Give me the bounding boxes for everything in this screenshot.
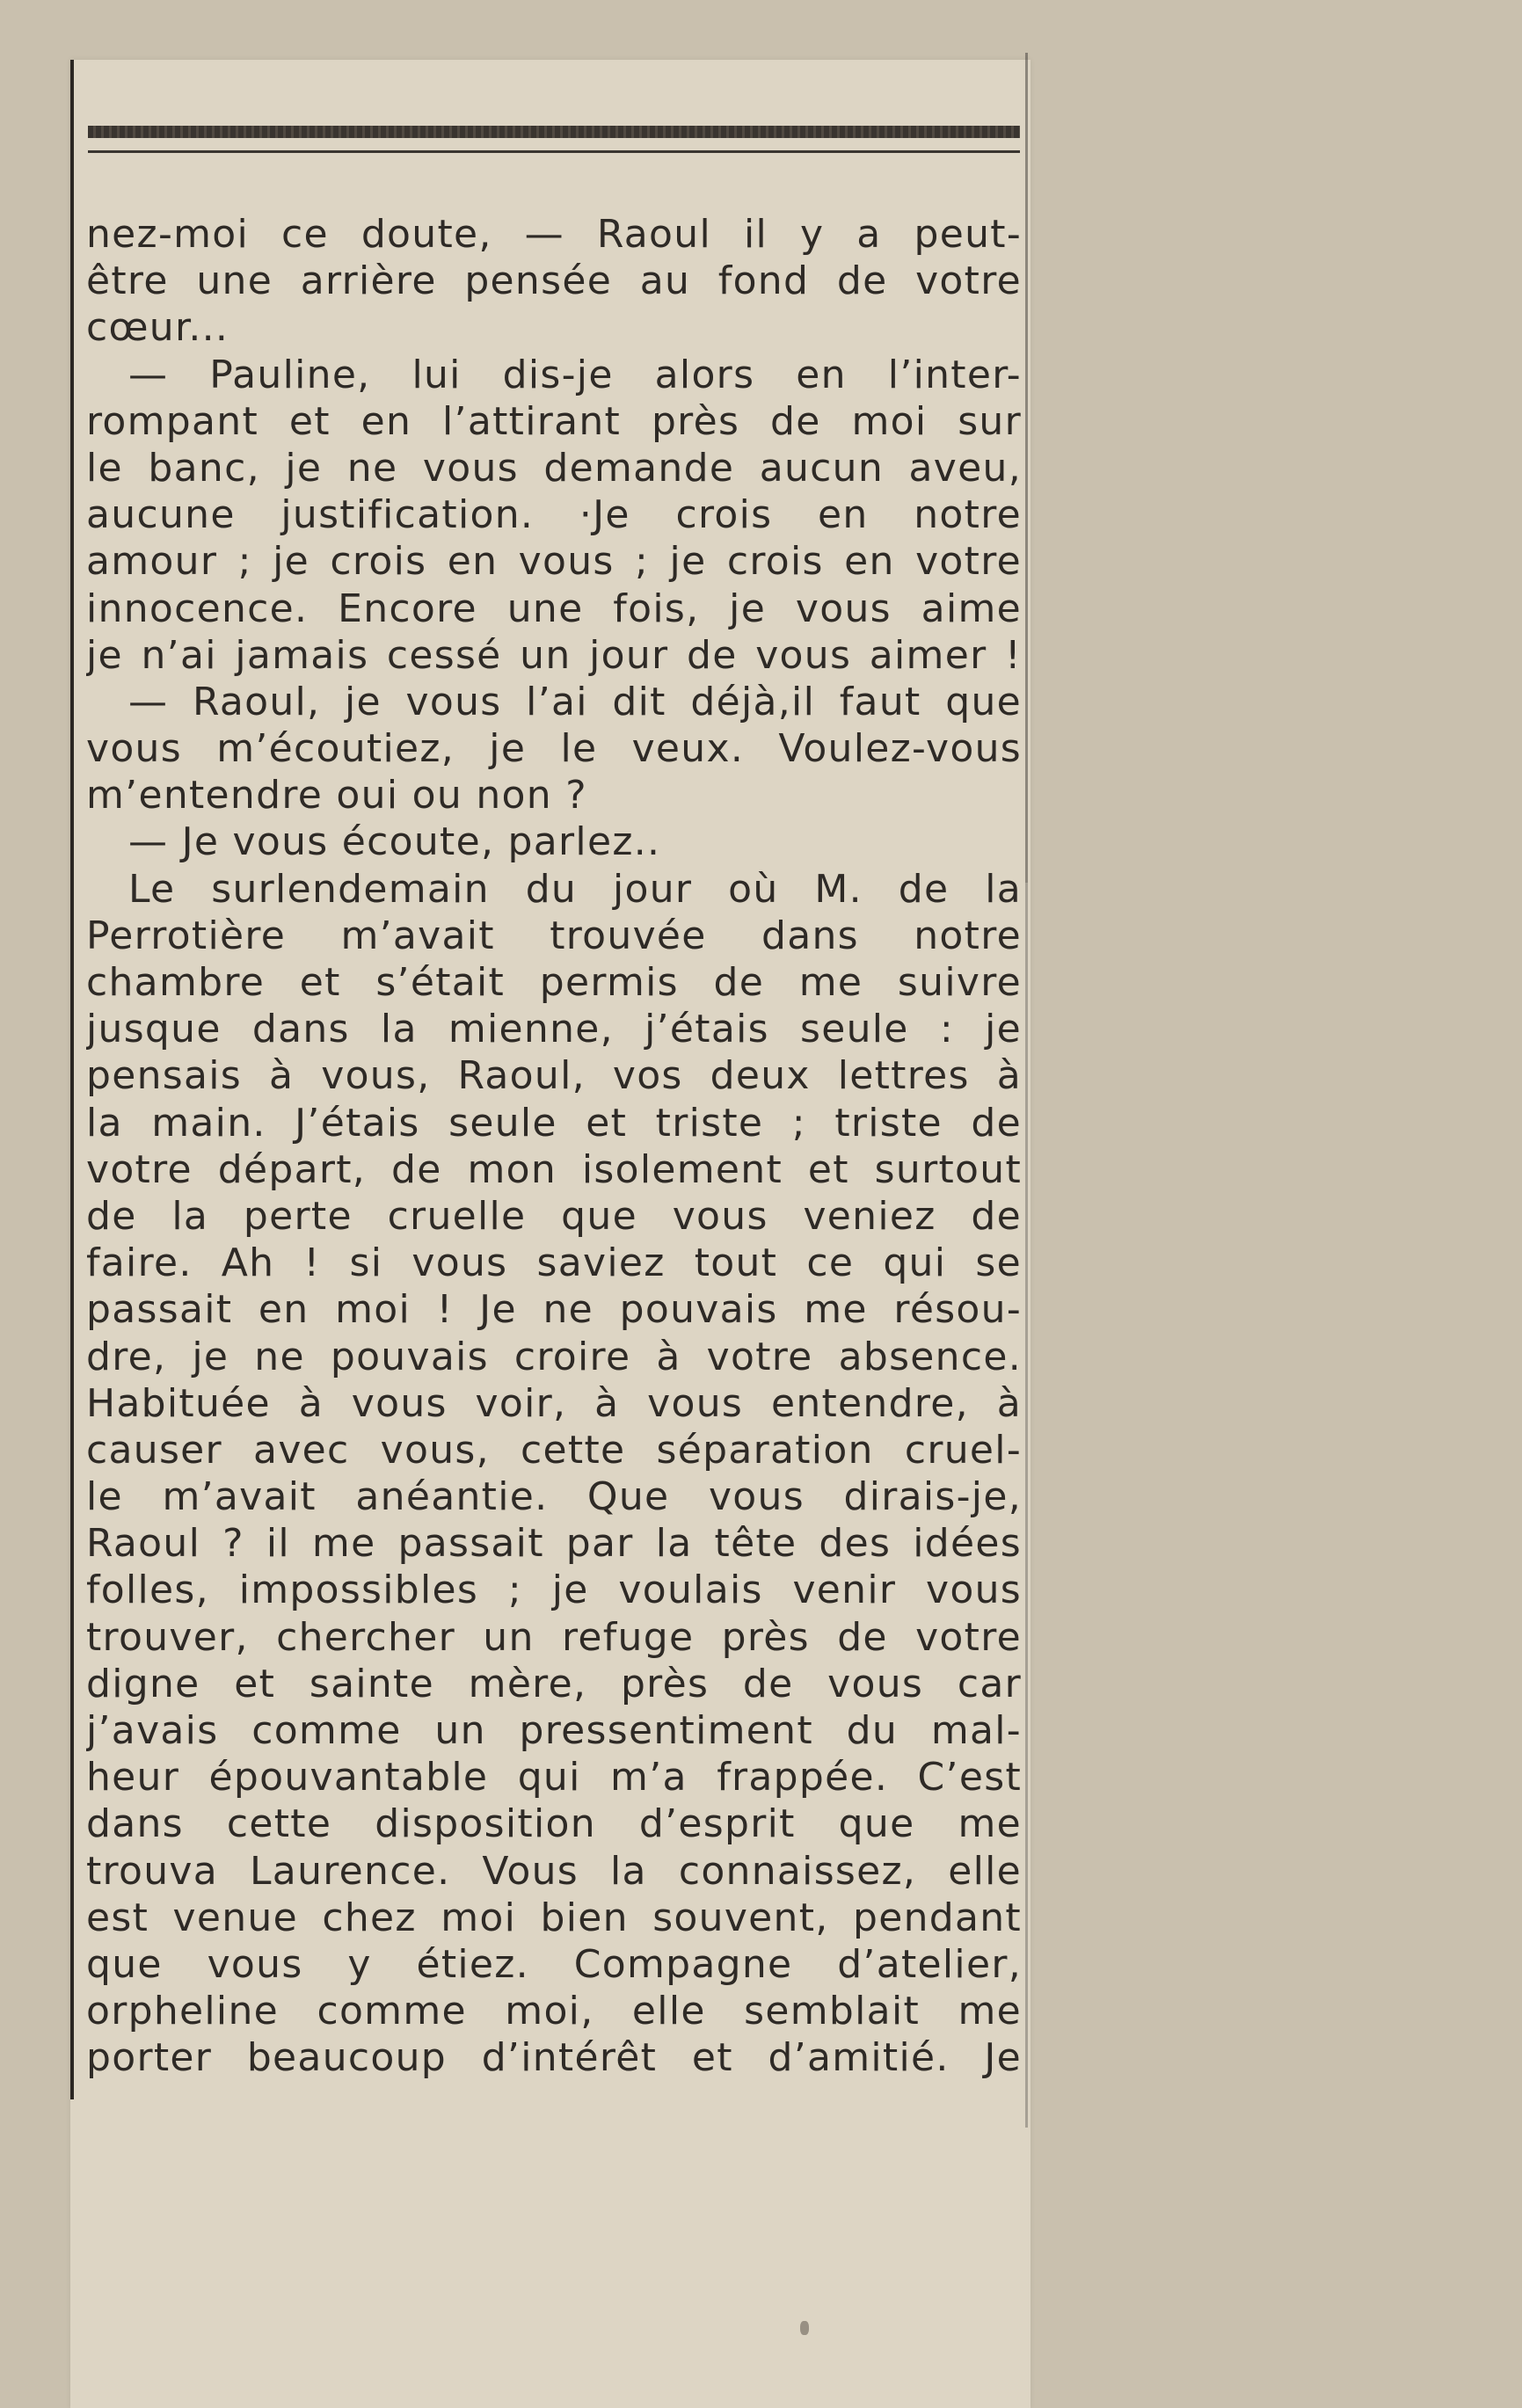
article-line: est venue chez moi bien souvent, pendant [86,1895,1022,1940]
article-line: la main. J’étais seule et triste ; triste de [86,1100,1022,1146]
article-line: le m’avait anéantie. Que vous dirais-je, [86,1474,1022,1520]
article-line: jusque dans la mienne, j’étais seule : je [86,1007,1022,1052]
header-rule-thick [88,126,1020,138]
article-line: Raoul ? il me passait par la tête des idées [86,1521,1022,1567]
right-column-rule [1025,53,1028,2128]
article-line: innocence. Encore une fois, je vous aime [86,586,1022,631]
article-line: amour ; je crois en vous ; je crois en votre [86,539,1022,585]
article-line: Le surlendemain du jour où M. de la [128,866,1022,912]
article-line: — Pauline, lui dis-je alors en l’inter- [128,352,1022,397]
article-line: faire. Ah ! si vous saviez tout ce qui se [86,1240,1022,1286]
article-line: orpheline comme moi, elle semblait me [86,1989,1022,2034]
article-line: le banc, je ne vous demande aucun aveu, [86,445,1022,491]
article-line: porter beaucoup d’intérêt et d’amitié. Je [86,2035,1022,2081]
article-line: m’entendre oui ou non ? [86,773,587,818]
article-line: heur épouvantable qui m’a frappée. C’est [86,1755,1022,1801]
article-line: que vous y étiez. Compagne d’atelier, [86,1941,1022,1987]
article-line: digne et sainte mère, près de vous car [86,1661,1022,1706]
article-line: trouver, chercher un refuge près de votre [86,1614,1022,1660]
header-rule-thin [88,150,1020,153]
article-line: passait en moi ! Je ne pouvais me résou- [86,1287,1022,1333]
article-line: dre, je ne pouvais croire à votre absence. [86,1334,1022,1379]
article-line: aucune justification. ·Je crois en notre [86,492,1022,538]
article-line: causer avec vous, cette séparation cruel- [86,1427,1022,1473]
article-line: de la perte cruelle que vous veniez de [86,1193,1022,1239]
article-line: votre départ, de mon isolement et surtout [86,1146,1022,1192]
article-line: vous m’écoutiez, je le veux. Voulez-vous [86,726,1022,772]
article-line: pensais à vous, Raoul, vos deux lettres à [86,1053,1022,1099]
article-line: folles, impossibles ; je voulais venir vous [86,1568,1022,1613]
article-line: rompant et en l’attirant près de moi sur [86,398,1022,444]
article-line: dans cette disposition d’esprit que me [86,1801,1022,1847]
left-column-rule [70,60,74,2099]
paper-speck [800,2321,809,2335]
article-line: — Je vous écoute, parlez.. [128,819,661,865]
article-line: je n’ai jamais cessé un jour de vous aimer ! [86,632,1022,678]
article-text-column [86,211,1022,2082]
article-line: nez-moi ce doute, — Raoul il y a peut- [86,212,1022,257]
article-line: cœur... [86,305,229,351]
article-line: j’avais comme un pressentiment du mal- [86,1708,1022,1753]
article-line: Habituée à vous voir, à vous entendre, à [86,1380,1022,1426]
article-line: chambre et s’était permis de me suivre [86,960,1022,1005]
article-line: trouva Laurence. Vous la connaissez, elle [86,1848,1022,1894]
article-line: Perrotière m’avait trouvée dans notre [86,913,1022,958]
article-line: — Raoul, je vous l’ai dit déjà,il faut que [128,679,1022,724]
article-line: être une arrière pensée au fond de votre [86,258,1022,304]
